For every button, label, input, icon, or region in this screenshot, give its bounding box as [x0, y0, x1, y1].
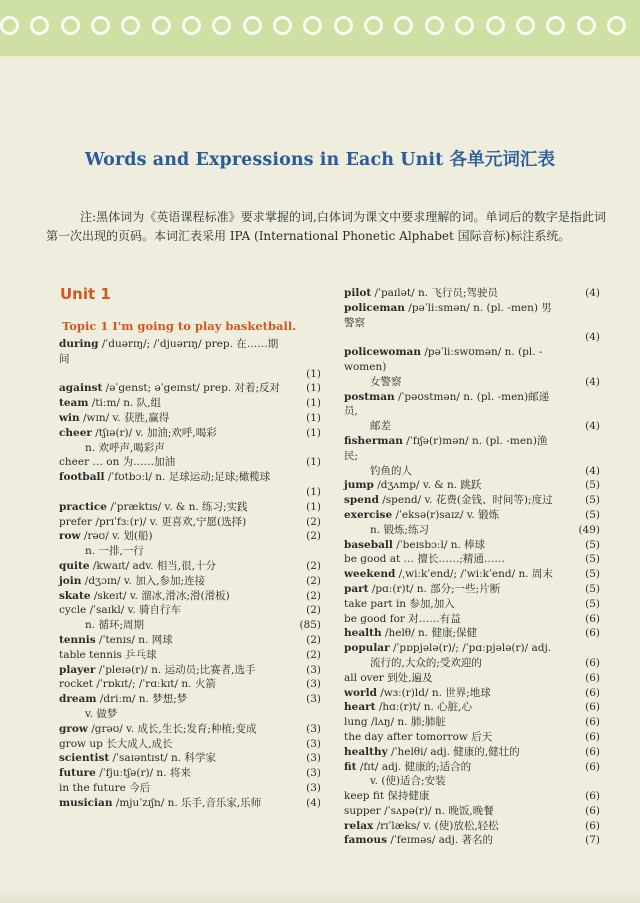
definition: /ˈfjuːtʃə(r)/ n. 将来: [95, 767, 191, 780]
definition: /pəˈliːswʊmən/ n. (pl. -women): [344, 346, 543, 373]
binder-band: [0, 0, 640, 58]
definition: /wɜː(r)ld/ n. 世界;地球: [376, 686, 491, 699]
definition: rocket /ˈrɒkɪt/; /ˈrɑːkɪt/ n. 火箭: [59, 678, 216, 691]
vocab-entry: [59, 470, 321, 485]
page-number: (2): [306, 604, 321, 617]
page-number: (6): [585, 656, 600, 669]
definition: keep fit 保持健康: [344, 790, 430, 803]
binder-rings: [0, 16, 640, 42]
definition: be good for 对……有益: [344, 612, 461, 625]
vocab-entry: [59, 781, 321, 796]
vocab-entry: [59, 618, 321, 633]
page-number: (2): [306, 633, 321, 646]
vocab-entry: [59, 426, 321, 441]
page-number: (3): [306, 752, 321, 765]
definition: /rəʊ/ v. 划(船): [80, 530, 153, 543]
binder-ring: [0, 16, 19, 35]
definition: /ˈpleɪə(r)/ n. 运动员;比赛者,选手: [95, 663, 256, 676]
vocab-entry: [59, 411, 321, 426]
page-number: (2): [306, 574, 321, 587]
unit-heading: Unit 1: [60, 285, 111, 303]
vocab-entry: [344, 715, 600, 730]
vocab-entry: [344, 671, 600, 686]
vocab-entry: [59, 337, 321, 367]
headword: exercise: [344, 508, 393, 521]
vocab-entry: [344, 700, 600, 715]
page-number: (4): [585, 420, 600, 433]
page-number: (6): [585, 730, 600, 743]
definition-continuation: 流行的,大众的;受欢迎的: [370, 656, 482, 669]
definition: cycle /ˈsaɪkl/ v. 骑自行车: [59, 604, 181, 617]
headword: join: [59, 574, 82, 587]
vocab-entry: [344, 330, 600, 345]
vocab-entry: [59, 722, 321, 737]
right-entry-list: [344, 286, 600, 848]
definition: /ˈpaɪlət/ n. 飞行员;驾驶员: [371, 287, 498, 299]
page-title: Words and Expressions in Each Unit 各单元词汇表: [84, 150, 556, 170]
headword: famous: [344, 834, 387, 847]
headword: pilot: [344, 287, 372, 299]
vocab-entry: [59, 633, 321, 648]
headword: popular: [344, 642, 390, 655]
binder-ring: [486, 16, 505, 35]
left-entry-list: [59, 337, 321, 811]
headword: cheer: [59, 426, 92, 439]
headword: healthy: [344, 745, 388, 758]
vocab-entry: [344, 345, 600, 375]
page-bottom-shade: [0, 889, 640, 903]
vocab-entry: [344, 819, 600, 834]
definition: /ˌwiːkˈend/; /ˈwiːkˈend/ n. 周末: [395, 568, 553, 581]
definition-continuation: 钓鱼的人: [370, 464, 412, 477]
page-number: (6): [585, 686, 600, 699]
headword: row: [59, 530, 81, 543]
definition: /ˈtenɪs/ n. 网球: [95, 633, 173, 646]
vocab-entry: [344, 523, 600, 538]
page-number: (4): [585, 464, 600, 477]
definition: /ˈfʊtbɔːl/ n. 足球运动;足球;橄榄球: [104, 471, 271, 484]
definition: cheer … on 为……加油: [59, 456, 176, 469]
page-number: (3): [306, 722, 321, 735]
vocab-entry: [59, 381, 321, 396]
definition: /wɪn/ v. 获胜,赢得: [79, 411, 170, 424]
headword: win: [59, 411, 80, 424]
definition: /grəʊ/ v. 成长,生长;发育;种植;变成: [87, 722, 257, 735]
page-number: (1): [306, 411, 321, 424]
definition: /ˈfeɪməs/ adj. 著名的: [386, 834, 494, 847]
page-number: (5): [585, 508, 600, 521]
page-number: (2): [306, 559, 321, 572]
headword: practice: [59, 500, 107, 513]
binder-ring: [182, 16, 201, 35]
headword: part: [344, 582, 369, 595]
page-number: (49): [578, 523, 600, 536]
headword: future: [59, 767, 96, 780]
page-number: (2): [306, 515, 321, 528]
definition-continuation: 女警察: [370, 375, 402, 388]
vocab-entry: [59, 677, 321, 692]
definition-continuation: 邮差: [370, 420, 391, 433]
definition: all over 到处,遍及: [344, 671, 433, 684]
headword: fit: [344, 760, 357, 773]
definition: /tiːm/ n. 队,组: [88, 397, 162, 410]
page-number: (7): [585, 834, 600, 847]
definition: /pɑː(r)t/ n. 部分;一些;片断: [368, 582, 501, 595]
vocab-entry: [59, 796, 321, 811]
vocab-entry: [344, 434, 600, 464]
page-number: (6): [585, 716, 600, 729]
binder-ring: [607, 16, 626, 35]
page-number: (85): [299, 619, 321, 632]
headword: tennis: [59, 633, 96, 646]
vocab-entry: [344, 375, 600, 390]
page-number: (4): [585, 375, 600, 388]
vocab-entry: [344, 582, 600, 597]
page-number: (4): [306, 796, 321, 809]
page-number: (1): [306, 397, 321, 410]
definition: /ˈfɪʃə(r)mən/ n. (pl. -men)渔民;: [344, 434, 548, 462]
page-number: (5): [585, 553, 600, 566]
definition: /skeɪt/ v. 溜冰,滑冰;滑(滑板): [90, 589, 230, 602]
vocab-entry: [59, 500, 321, 515]
definition: /helθ/ n. 健康;保健: [381, 627, 477, 640]
page-number: (5): [585, 597, 600, 610]
binder-ring: [455, 16, 474, 35]
page-number: (6): [585, 701, 600, 714]
binder-ring: [91, 16, 110, 35]
headword: fisherman: [344, 434, 403, 447]
vocab-entry: [59, 589, 321, 604]
vocab-entry: [344, 626, 600, 641]
page-number: (6): [585, 671, 600, 684]
page-number: (1): [306, 367, 321, 380]
vocab-entry: [344, 508, 600, 523]
headword: heart: [344, 701, 376, 714]
page-number: (1): [306, 500, 321, 513]
vocab-entry: [59, 515, 321, 530]
page-number: (5): [585, 538, 600, 551]
vocab-entry: [344, 478, 600, 493]
headword: football: [59, 471, 105, 484]
vocab-entry: [59, 603, 321, 618]
definition-continuation: v. 做梦: [85, 707, 118, 720]
vocab-entry: [59, 692, 321, 707]
page-number: (1): [306, 456, 321, 469]
page-number: (2): [306, 648, 321, 661]
vocab-entry: [344, 656, 600, 671]
definition: be good at … 擅长……;精通……: [344, 553, 505, 566]
definition: take part in 参加,加入: [344, 597, 455, 610]
binder-ring: [212, 16, 231, 35]
page-number: (6): [585, 627, 600, 640]
binder-ring: [303, 16, 322, 35]
page-number: (1): [306, 426, 321, 439]
vocab-entry: [59, 396, 321, 411]
binder-ring: [334, 16, 353, 35]
vocab-entry: [59, 663, 321, 678]
binder-ring: [121, 16, 140, 35]
headword: team: [59, 397, 89, 410]
vocab-entry: [59, 737, 321, 752]
vocab-entry: [344, 419, 600, 434]
definition: /ˈpɒpjələ(r)/; /ˈpɑːpjələ(r)/ adj.: [389, 642, 552, 655]
vocab-entry: [344, 464, 600, 479]
headword: dream: [59, 693, 97, 706]
definition-continuation: n. 循环;周期: [85, 619, 144, 632]
page-number: (3): [306, 781, 321, 794]
headword: policeman: [344, 301, 405, 314]
vocab-entry: [344, 597, 600, 612]
headword: postman: [344, 390, 395, 403]
headword: grow: [59, 722, 88, 735]
headword: player: [59, 663, 96, 676]
page-number: (6): [585, 760, 600, 773]
page-number: (4): [585, 287, 600, 299]
binder-ring: [394, 16, 413, 35]
definition: prefer /prɪˈfɜː(r)/ v. 更喜欢,宁愿(选择): [59, 515, 247, 528]
binder-ring: [425, 16, 444, 35]
binder-ring: [273, 16, 292, 35]
definition: /driːm/ n. 梦想;梦: [96, 693, 188, 706]
vocab-entry: [344, 493, 600, 508]
definition-continuation: v. (使)适合;安装: [370, 775, 446, 788]
page-number: (5): [585, 479, 600, 492]
definition: /ˈpəʊstmən/ n. (pl. -men)邮递员,: [344, 390, 550, 418]
vocab-entry: [59, 544, 321, 559]
definition: /fɪt/ adj. 健康的;适合的: [356, 760, 472, 773]
right-column: [344, 286, 600, 848]
page-number: (3): [306, 767, 321, 780]
headword: health: [344, 627, 382, 640]
definition: /dʒɔɪn/ v. 加入,参加;连接: [81, 574, 206, 587]
definition: /ˈeksə(r)saɪz/ v. 锻炼: [392, 508, 500, 521]
definition-continuation: n. 锻炼;练习: [370, 523, 429, 536]
definition-continuation: n. 一排,一行: [85, 545, 144, 558]
definition: /tʃɪə(r)/ v. 加油;欢呼,喝彩: [91, 426, 217, 439]
page-number: (1): [306, 382, 321, 395]
vocab-entry: [59, 529, 321, 544]
headword: quite: [59, 559, 90, 572]
definition: grow up 长大成人,成长: [59, 737, 173, 750]
page-number: (5): [585, 494, 600, 507]
binder-ring: [61, 16, 80, 35]
definition-continuation: n. 欢呼声,喝彩声: [85, 441, 165, 454]
headword: baseball: [344, 538, 393, 551]
binder-ring: [364, 16, 383, 35]
headword: skate: [59, 589, 91, 602]
binder-ring: [577, 16, 596, 35]
vocab-entry: [59, 751, 321, 766]
vocab-entry: [344, 686, 600, 701]
vocab-entry: [344, 760, 600, 775]
definition: /hɑː(r)t/ n. 心脏,心: [375, 701, 472, 714]
vocab-entry: [59, 574, 321, 589]
vocab-entry: [59, 441, 321, 456]
page-number: (6): [585, 790, 600, 803]
headword: scientist: [59, 752, 110, 765]
definition: /ˈhelθi/ adj. 健康的,健壮的: [387, 745, 520, 758]
definition: /kwaɪt/ adv. 相当,很,十分: [89, 559, 216, 572]
vocab-entry: [344, 833, 600, 848]
definition: the day after tomorrow 后天: [344, 730, 493, 743]
headword: jump: [344, 479, 374, 492]
vocab-entry: [344, 804, 600, 819]
headword: spend: [344, 494, 379, 507]
definition: table tennis 乒乓球: [59, 648, 157, 661]
binder-ring: [546, 16, 565, 35]
vocab-entry: [344, 774, 600, 789]
vocab-entry: [59, 559, 321, 574]
page-number: (2): [306, 589, 321, 602]
definition: supper /ˈsʌpə(r)/ n. 晚饭,晚餐: [344, 804, 494, 817]
definition: /ˈbeɪsbɔːl/ n. 棒球: [392, 538, 486, 551]
headword: world: [344, 686, 377, 699]
headword: policewoman: [344, 346, 421, 359]
definition: /pəˈliːsmən/ n. (pl. -men) 男警察: [344, 301, 552, 329]
definition: /əˈgenst; əˈgeɪnst/ prep. 对着;反对: [102, 382, 281, 395]
definition: /rɪˈlæks/ v. (使)放松,轻松: [373, 819, 499, 832]
definition: /ˈduərɪŋ/; /ˈdjuərɪŋ/ prep. 在……期间: [59, 338, 279, 365]
page-number: (3): [306, 663, 321, 676]
binder-ring: [152, 16, 171, 35]
definition: /dʒʌmp/ v. & n. 跳跃: [373, 479, 482, 492]
definition: /ˈpræktɪs/ v. & n. 练习;实践: [106, 500, 248, 513]
vocab-entry: [59, 707, 321, 722]
vocab-entry: [344, 538, 600, 553]
page-number: (6): [585, 745, 600, 758]
vocab-entry: [344, 745, 600, 760]
vocab-entry: [344, 286, 600, 301]
vocab-entry: [344, 567, 600, 582]
vocab-entry: [59, 648, 321, 663]
vocab-entry: [59, 455, 321, 470]
topic-heading: Topic 1 I'm going to play basketball.: [62, 319, 297, 333]
headword: against: [59, 382, 103, 395]
definition: /mjuˈzɪʃn/ n. 乐手,音乐家,乐师: [112, 796, 262, 809]
page-number: (6): [585, 804, 600, 817]
vocab-entry: [59, 485, 321, 500]
headword: musician: [59, 796, 113, 809]
page-number: (6): [585, 819, 600, 832]
page-number: (5): [585, 582, 600, 595]
definition: /spend/ v. 花费(金钱、时间等);度过: [378, 494, 553, 507]
vocab-entry: [344, 730, 600, 745]
page-number: (3): [306, 693, 321, 706]
left-column: [59, 318, 321, 811]
page-number: (3): [306, 737, 321, 750]
headword: weekend: [344, 568, 396, 581]
vocab-entry: [344, 789, 600, 804]
vocab-entry: [59, 766, 321, 781]
binder-ring: [243, 16, 262, 35]
vocab-entry: [344, 390, 600, 420]
definition: in the future 今后: [59, 781, 151, 794]
vocab-entry: [344, 301, 600, 331]
page-number: (2): [306, 530, 321, 543]
headword: during: [59, 338, 99, 350]
definition: /ˈsaɪəntɪst/ n. 科学家: [109, 752, 216, 765]
page-number: (1): [306, 485, 321, 498]
binder-ring: [516, 16, 535, 35]
page-number: (5): [585, 568, 600, 581]
binder-ring: [30, 16, 49, 35]
definition: lung /lʌŋ/ n. 肺;肺脏: [344, 716, 446, 729]
page-number: (3): [306, 678, 321, 691]
vocab-entry: [344, 612, 600, 627]
vocabulary-note: 注:黑体词为《英语课程标准》要求掌握的词,白体词为课文中要求理解的词。单词后的数字是指此词第一次出现的页码。本词汇表采用 IPA (International Phonetic Alphabet 国际音标)标注系统。: [46, 210, 606, 243]
vocab-entry: [344, 641, 600, 656]
page-number: (6): [585, 612, 600, 625]
vocab-entry: [344, 552, 600, 567]
vocab-entry: [59, 367, 321, 382]
headword: relax: [344, 819, 374, 832]
page-number: (4): [585, 331, 600, 344]
